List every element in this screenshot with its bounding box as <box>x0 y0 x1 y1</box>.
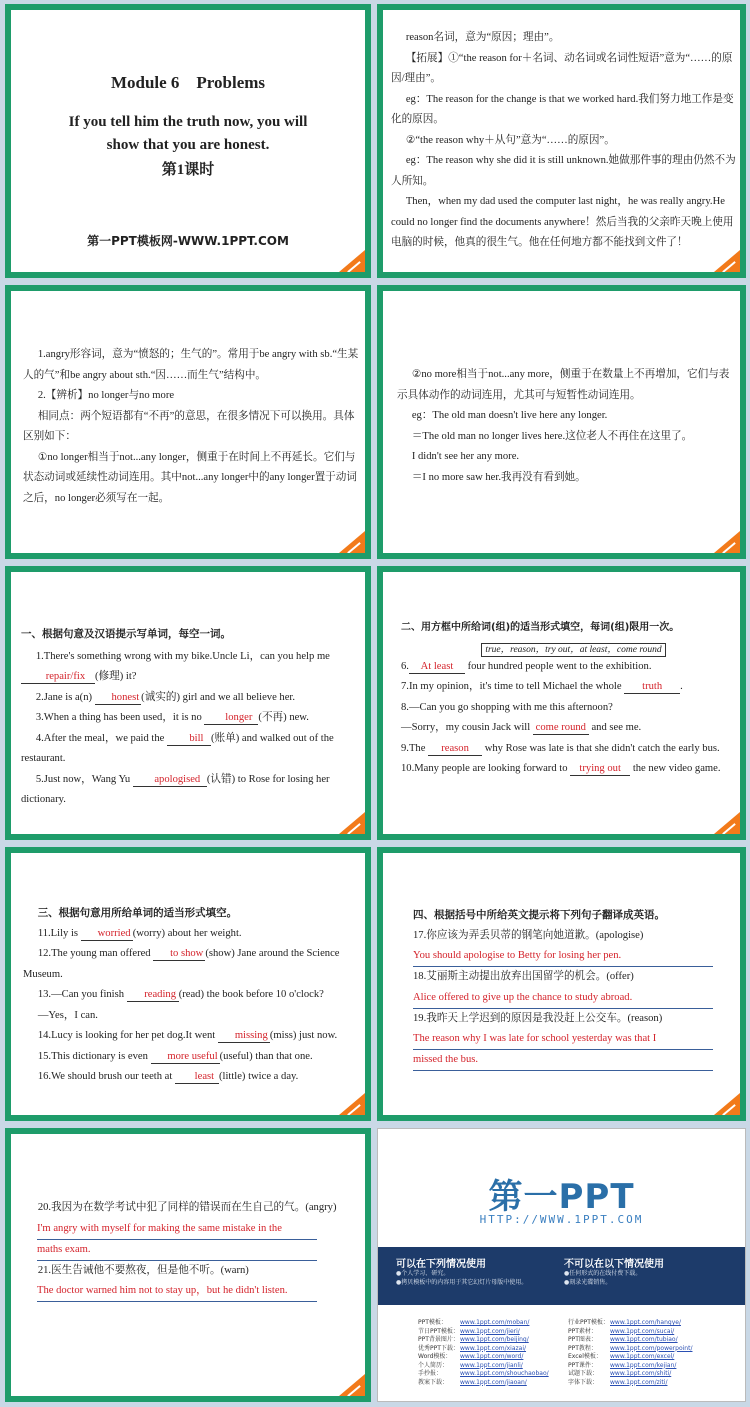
question-text: 7.In my opinion，it's time to tell Michael the whole <box>401 681 625 692</box>
question-text: 3.When a thing has been used，it is no <box>35 712 205 723</box>
question-text: 8.—Can you go shopping with me this afternoon? <box>401 701 613 713</box>
question-text: and see me. <box>588 722 642 733</box>
note-line: ＝I no more saw her.我再没有看到她。 <box>411 471 586 483</box>
answer-line: You should apologise to Betty for losing her pen. <box>413 946 713 967</box>
cannot-use-item: ●刻录光碟销售。 <box>564 1278 612 1286</box>
section-heading: 三、根据句意用所给单词的适当形式填空。 <box>37 907 238 919</box>
corner-decoration <box>714 531 740 553</box>
question-text: 19.我昨天上学迟到的原因是我没赶上公交车。(reason) <box>413 1012 663 1024</box>
question-text: (修理) it? <box>95 671 137 682</box>
resource-link-row <box>418 1319 568 1328</box>
can-use-item: ●个人学习、研究。 <box>396 1270 450 1277</box>
resource-link-label: 教案下载： <box>418 1378 449 1386</box>
answer-blank: trying out <box>570 763 630 776</box>
brand-logo: 第一PPT <box>488 1177 635 1217</box>
answer-line: I'm angry with myself for making the same mistake in the <box>37 1219 317 1240</box>
resource-link-url[interactable]: www.1ppt.com/kejian/ <box>610 1361 677 1369</box>
answer-blank: honest <box>95 692 142 705</box>
answer-blank: reason <box>428 743 482 756</box>
note-line: ①no longer相当于not...any longer，侧重于在时间上不再延长。它们与状态动词或延续性动词连用。其中not...any longer中的any longer置于动词之后，no longer必须写在一起。 <box>23 451 357 504</box>
resource-link-url[interactable]: www.1ppt.com/moban/ <box>460 1319 530 1326</box>
slide-brand <box>377 1128 746 1402</box>
subtitle-line-2: show that you are honest. <box>106 137 270 153</box>
resource-link-label: 优秀PPT下载： <box>418 1344 459 1352</box>
resource-link-row <box>568 1319 728 1328</box>
corner-decoration <box>714 1093 740 1115</box>
corner-decoration <box>339 531 365 553</box>
site-label: 第一PPT模板网-WWW.1PPT.COM <box>87 234 289 248</box>
note-line: reason名词，意为“原因；理由”。 <box>405 32 560 43</box>
brand-url[interactable]: HTTP://WWW.1PPT.COM <box>479 1213 644 1226</box>
question-text: 18.艾丽斯主动提出放弃出国留学的机会。(offer) <box>413 971 634 982</box>
answer-blank: come round <box>533 722 589 735</box>
corner-decoration <box>339 812 365 834</box>
resource-link-url[interactable]: www.1ppt.com/jiaoan/ <box>460 1378 527 1386</box>
resource-link-label: 手抄报： <box>418 1370 443 1377</box>
resource-link-label: 行业PPT模板： <box>568 1319 609 1326</box>
can-use-item: ●拷贝模板中的内容用于其它幻灯片母版中使用。 <box>396 1278 528 1286</box>
resource-link-row <box>418 1336 568 1345</box>
section-heading: 二、用方框中所给词(组)的适当形式填空，每词(组)限用一次。 <box>401 622 680 633</box>
slide-exercise-1 <box>5 566 371 840</box>
resource-link-label: Word模板： <box>418 1353 452 1360</box>
answer-line: maths exam. <box>37 1240 317 1261</box>
resource-link-url[interactable]: www.1ppt.com/powerpoint/ <box>610 1344 693 1352</box>
answer-line: The doctor warned him not to stay up，but he didn't listen. <box>37 1281 317 1302</box>
question-text: (认错) to Rose for losing her dictionary. <box>21 773 330 805</box>
note-line: I didn't see her any more. <box>411 451 520 462</box>
note-line: Then，when my dad used the computer last night，he was really angry.He could no longer find the documents anywhere！然后当我的父亲昨天晚上使用电脑的时候，他真的很生气。他在任何地方都不能找到文件了！ <box>391 196 734 248</box>
usage-banner <box>378 1247 745 1305</box>
slide-exercise-3 <box>5 847 371 1121</box>
resource-link-label: 字体下载： <box>568 1378 599 1386</box>
question-text: 10.Many people are looking forward to <box>401 763 571 774</box>
resource-link-url[interactable]: www.1ppt.com/beijing/ <box>460 1336 529 1343</box>
question-text: 1.There's something wrong with my bike.Uncle Li，can you help me <box>35 650 330 662</box>
question-text: —Yes，I can. <box>37 1009 98 1021</box>
question-text: 17.你应该为弄丢贝蒂的钢笔向她道歉。(apologise) <box>413 929 644 941</box>
slide-angry-notes <box>5 285 371 559</box>
question-text: four hundred people went to the exhibition. <box>464 660 652 672</box>
resource-link-row <box>418 1353 568 1362</box>
slide-title <box>5 4 371 278</box>
slide-exercise-2 <box>377 566 746 840</box>
resource-link-row <box>418 1345 568 1354</box>
resource-link-label: 节日PPT模板： <box>418 1327 459 1335</box>
note-line: 【拓展】①“the reason for＋名词、动名词或名词性短语”意为“……的原因/理由”。 <box>391 52 733 84</box>
question-text: (不再) new. <box>258 712 309 723</box>
resource-link-label: Excel模板： <box>568 1353 602 1360</box>
note-line: 2.【辨析】no longer与no more <box>37 390 175 401</box>
resource-link-label: PPT课件： <box>568 1361 597 1369</box>
answer-blank: reading <box>127 989 179 1002</box>
note-line: eg：The old man doesn't live here any longer. <box>411 410 608 421</box>
resource-link-row <box>568 1328 728 1337</box>
resource-link-label: PPT背景图片： <box>418 1336 459 1343</box>
answer-blank: apologised <box>133 774 207 787</box>
resource-link-label: PPT模板： <box>418 1319 447 1326</box>
question-text: (miss) just now. <box>269 1030 338 1041</box>
resource-link-row <box>568 1345 728 1354</box>
question-text: 4.After the meal，we paid the <box>35 732 168 744</box>
corner-decoration <box>714 250 740 272</box>
answer-blank: bill <box>167 733 211 746</box>
question-text: 21.医生告诫他不要熬夜，但是他不听。(warn) <box>37 1264 249 1276</box>
answer-line: missed the bus. <box>413 1050 713 1071</box>
resource-link-row <box>568 1379 728 1388</box>
resource-link-url[interactable]: www.1ppt.com/xiazai/ <box>460 1344 527 1352</box>
corner-decoration <box>339 250 365 272</box>
note-line: ②“the reason why＋从句”意为“……的原因”。 <box>405 134 615 146</box>
answer-line: Alice offered to give up the chance to study abroad. <box>413 988 713 1009</box>
question-text: 15.This dictionary is even <box>37 1050 151 1062</box>
resource-link-row <box>568 1370 728 1379</box>
question-text: 9.The <box>401 742 429 754</box>
resource-link-row <box>568 1336 728 1345</box>
question-text: 5.Just now，Wang Yu <box>35 773 133 785</box>
answer-blank: repair/fix <box>21 671 95 684</box>
links-right <box>568 1319 728 1387</box>
question-text: —Sorry，my cousin Jack will <box>401 722 533 733</box>
corner-decoration <box>339 1374 365 1396</box>
question-text: 12.The young man offered <box>37 948 154 959</box>
question-text: 13.—Can you finish <box>37 989 127 1000</box>
slide-reason-notes <box>377 4 746 278</box>
resource-link-url[interactable]: www.1ppt.com/excel/ <box>610 1353 675 1360</box>
word-box: true，reason，try out，at least，come round <box>481 643 665 657</box>
answer-blank: least <box>175 1071 219 1084</box>
answer-blank: worried <box>81 928 133 941</box>
answer-blank: longer <box>204 712 258 725</box>
resource-link-label: 试题下载： <box>568 1370 599 1377</box>
question-text: 6. <box>401 660 409 672</box>
question-text: (账单) and walked out of the restaurant. <box>21 732 334 764</box>
question-text: 14.Lucy is looking for her pet dog.It went <box>37 1030 218 1041</box>
answer-blank: truth <box>624 681 680 694</box>
lesson-label: 第1课时 <box>161 162 215 178</box>
resource-link-row <box>418 1379 568 1388</box>
corner-decoration <box>339 1093 365 1115</box>
resource-link-url[interactable]: www.1ppt.com/hangye/ <box>610 1319 681 1326</box>
question-text: . <box>680 681 683 692</box>
resource-link-row <box>418 1328 568 1337</box>
note-line: eg：The reason why she did it is still unknown.她做那件事的理由仍然不为人所知。 <box>391 155 736 187</box>
answer-blank: At least <box>409 661 465 674</box>
section-heading: 一、根据句意及汉语提示写单词，每空一词。 <box>21 628 231 640</box>
resource-link-label: PPT教程： <box>568 1344 597 1352</box>
note-line: eg：The reason for the change is that we worked hard.我们努力地工作是变化的原因。 <box>391 93 734 125</box>
resource-link-url[interactable]: www.1ppt.com/word/ <box>460 1353 524 1360</box>
question-text: (show) Jane around the Science Museum. <box>23 948 340 980</box>
can-use-title: 可以在下列情况使用 <box>396 1259 486 1270</box>
question-text: the new video game. <box>630 763 721 774</box>
note-line: ＝The old man no longer lives here.这位老人不再住在这里了。 <box>411 430 693 442</box>
question-text: 2.Jane is a(n) <box>35 691 95 703</box>
resource-link-url[interactable]: www.1ppt.com/tubiao/ <box>610 1336 678 1343</box>
slide-exercise-4 <box>377 847 746 1121</box>
resource-link-url[interactable]: www.1ppt.com/shouchaobao/ <box>460 1370 549 1377</box>
answer-line: The reason why I was late for school yesterday was that I <box>413 1029 713 1050</box>
answer-blank: missing <box>218 1030 270 1043</box>
question-text: (worry) about her weight. <box>132 927 242 939</box>
subtitle-line-1: If you tell him the truth now, you will <box>68 114 308 130</box>
question-text: 11.Lily is <box>37 927 81 939</box>
question-text: (little) twice a day. <box>218 1071 299 1082</box>
module-title: Module 6 Problems <box>110 73 266 92</box>
resource-link-label: PPT素材： <box>568 1327 597 1335</box>
resource-link-row <box>418 1362 568 1371</box>
question-text: (useful) than that one. <box>219 1050 313 1062</box>
cannot-use-item: ●任何形式的在线付费下载。 <box>564 1270 642 1277</box>
resource-link-label: 个人简历： <box>418 1361 449 1369</box>
question-text: (诚实的) girl and we all believe her. <box>141 691 296 703</box>
resource-link-label: PPT图表： <box>568 1336 597 1343</box>
corner-decoration <box>714 812 740 834</box>
resource-link-url[interactable]: www.1ppt.com/jieri/ <box>460 1327 520 1335</box>
note-line: 1.angry形容词，意为“愤怒的；生气的”。常用于be angry with sb.“生某人的气”和be angry about sth.“因……而生气”结构中。 <box>23 349 359 381</box>
resource-link-url[interactable]: www.1ppt.com/sucai/ <box>610 1327 675 1335</box>
section-heading: 四、根据括号中所给英文提示将下列句子翻译成英语。 <box>413 909 665 921</box>
question-text: 16.We should brush our teeth at <box>37 1071 175 1082</box>
answer-blank: more useful <box>151 1051 220 1064</box>
resource-link-row <box>418 1370 568 1379</box>
resource-link-url[interactable]: www.1ppt.com/jianli/ <box>460 1361 523 1369</box>
question-text: (read) the book before 10 o'clock? <box>178 989 324 1000</box>
resource-link-row <box>568 1353 728 1362</box>
note-line: ②no more相当于not...any more，侧重于在数量上不再增加，它们与表示具体动作的动词连用，尤其可与短暂性动词连用。 <box>397 369 730 401</box>
slide-exercise-5 <box>5 1128 371 1402</box>
slide-no-more-notes <box>377 285 746 559</box>
links-left <box>418 1319 568 1387</box>
question-text: 20.我因为在数学考试中犯了同样的错误而在生自己的气。(angry) <box>37 1202 337 1213</box>
answer-blank: to show <box>153 948 205 961</box>
cannot-use-title: 不可以在以下情况使用 <box>564 1259 664 1270</box>
resource-link-row <box>568 1362 728 1371</box>
resource-link-url[interactable]: www.1ppt.com/shiti/ <box>610 1370 672 1377</box>
resource-link-url[interactable]: www.1ppt.com/ziti/ <box>610 1378 668 1386</box>
note-line: 相同点：两个短语都有“不再”的意思，在很多情况下可以换用。具体区别如下： <box>23 410 355 442</box>
question-text: why Rose was late is that she didn't catch the early bus. <box>482 742 720 754</box>
